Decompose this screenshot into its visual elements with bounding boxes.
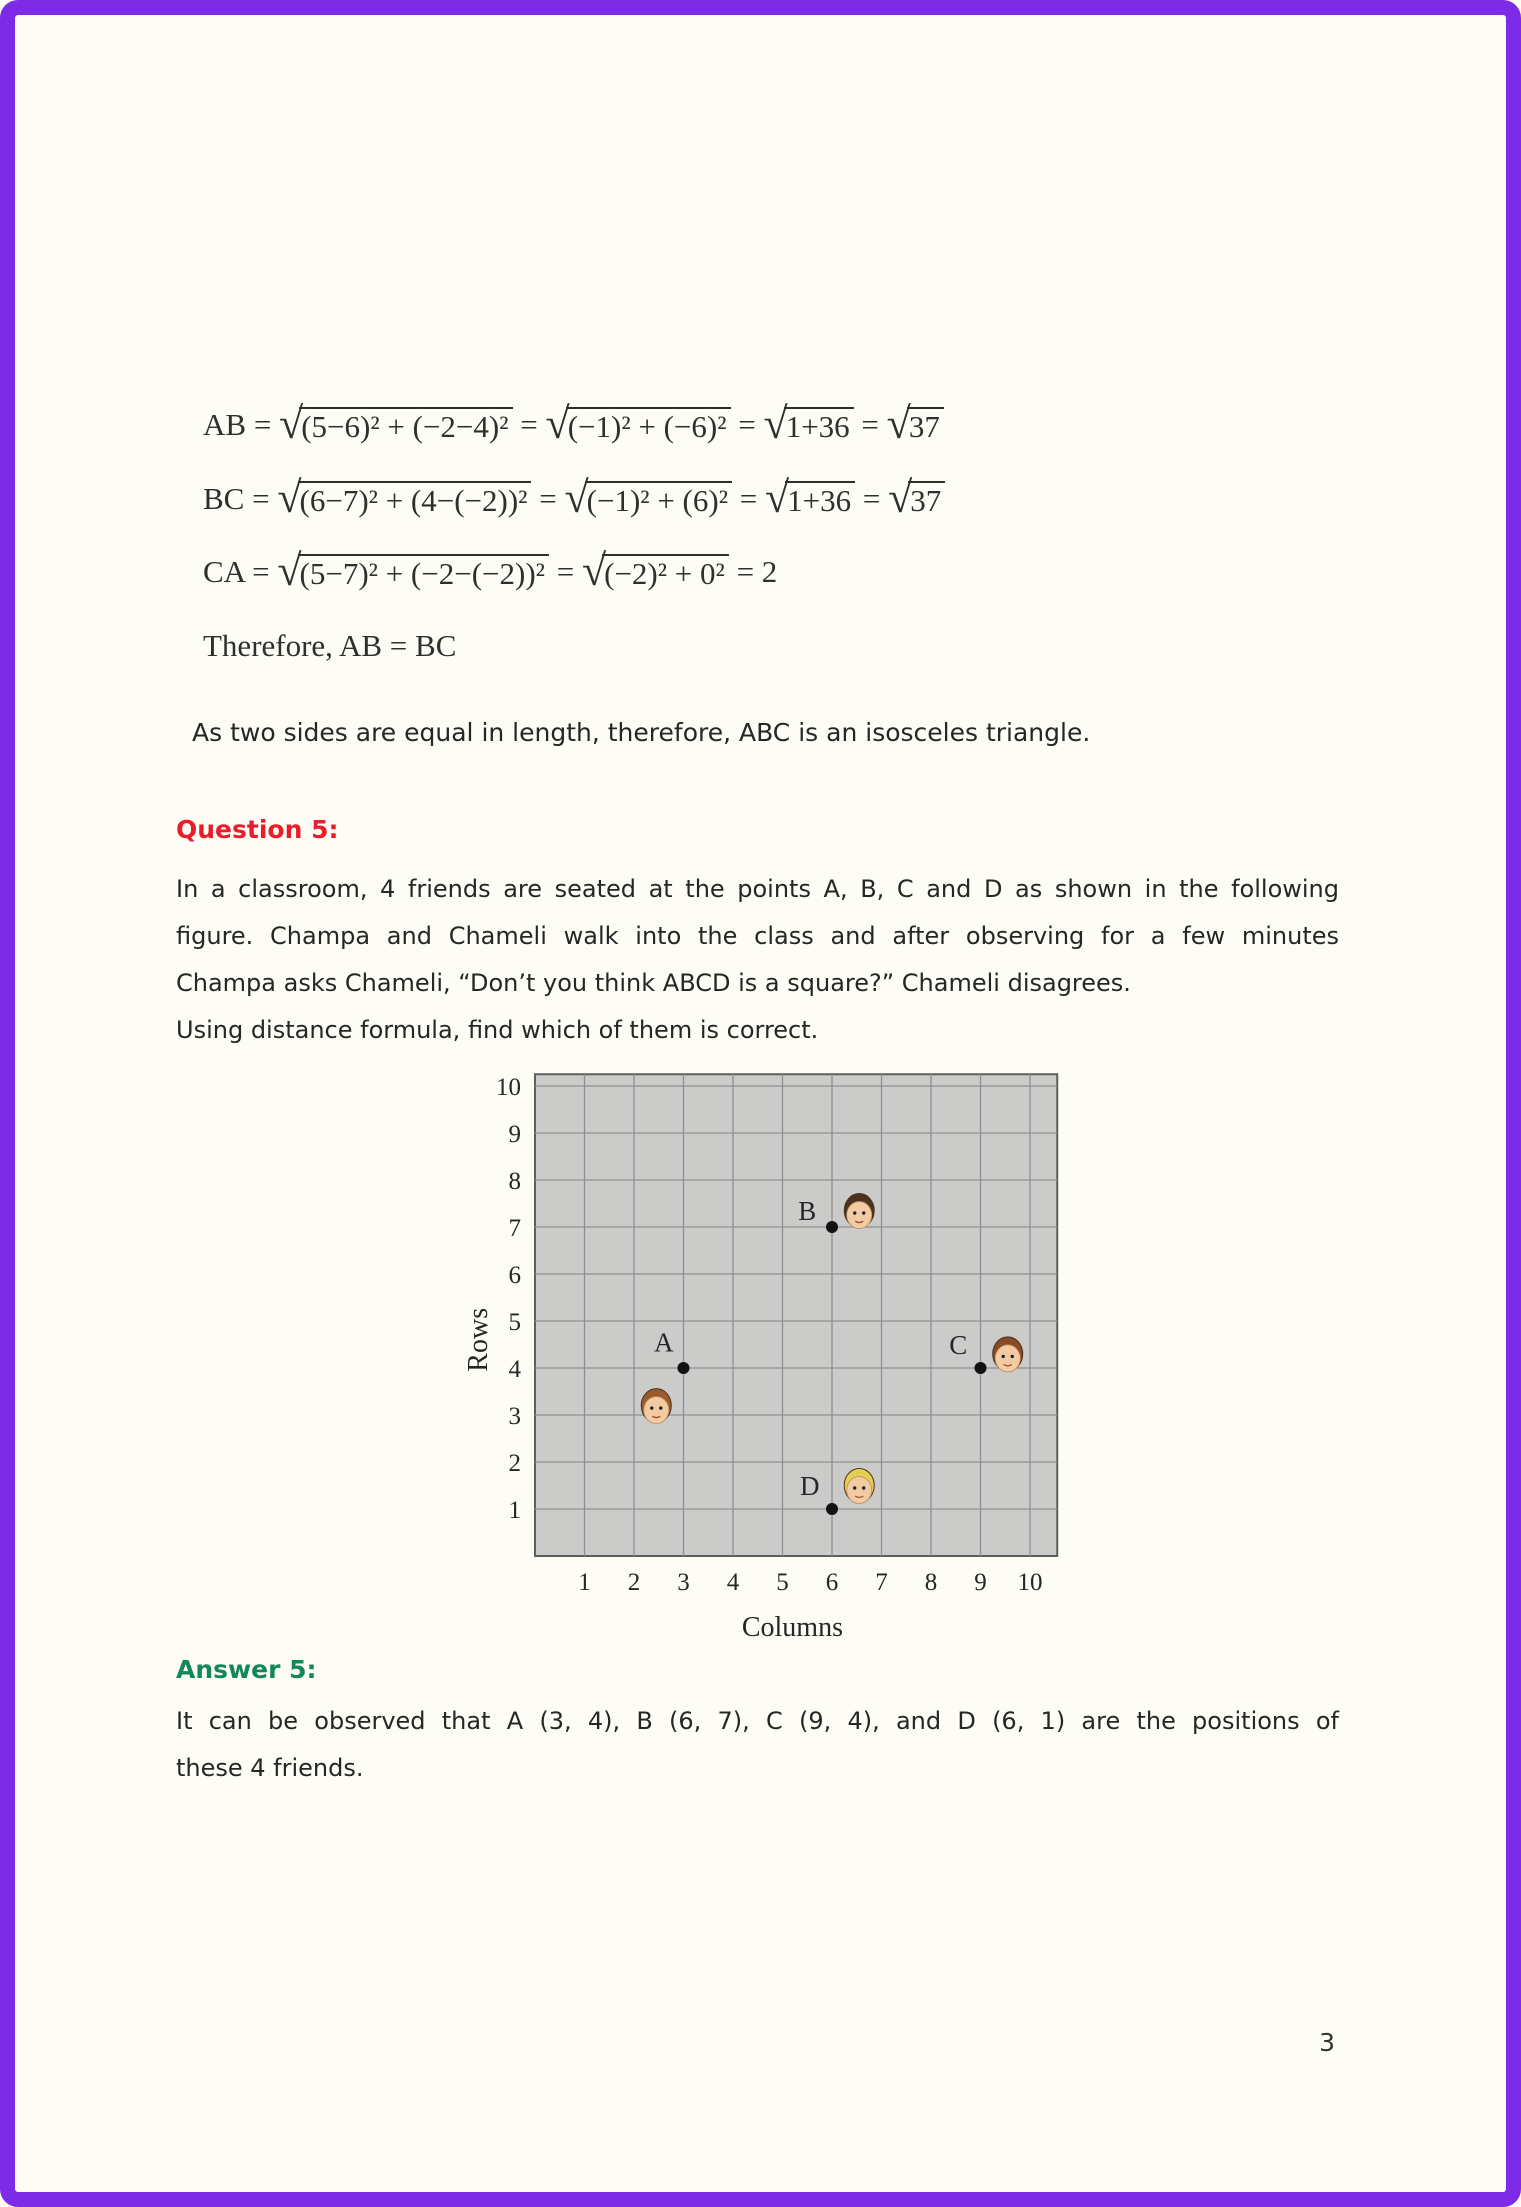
- equations-block: [203, 399, 945, 696]
- x-tick: 3: [677, 1569, 690, 1596]
- point-label: A: [653, 1327, 674, 1358]
- y-tick: 2: [508, 1450, 521, 1477]
- student-face: [844, 1469, 874, 1504]
- x-tick: 1: [578, 1569, 591, 1596]
- student-face: [844, 1194, 874, 1229]
- equation-bc: BC = √(6−7)² + (4−(−2))² = √(−1)² + (6)² = √1+36 = √37: [203, 476, 945, 523]
- answer5-line2: these 4 friends.: [176, 1754, 364, 1782]
- answer5-body: [176, 1698, 1339, 1792]
- x-tick: 7: [875, 1569, 888, 1596]
- page-number: 3: [1319, 2028, 1335, 2057]
- question5-line3: Champa asks Chameli, “Don’t you think ABCD is a square?” Chameli disagrees.: [176, 969, 1131, 997]
- point-dot: [826, 1503, 838, 1515]
- y-tick: 7: [508, 1215, 521, 1242]
- question5-line1: In a classroom, 4 friends are seated at the points A, B, C and D as shown in the following: [176, 875, 1339, 903]
- question5-line2: figure. Champa and Chameli walk into the class and after observing for a few minutes: [176, 922, 1339, 950]
- point-dot: [975, 1362, 987, 1374]
- y-tick: 9: [508, 1121, 521, 1148]
- classroom-grid-svg: [445, 1036, 1105, 1648]
- point-label: C: [949, 1329, 968, 1360]
- y-tick: 3: [508, 1403, 521, 1430]
- x-tick: 2: [627, 1569, 641, 1596]
- question5-line4: Using distance formula, find which of them is correct.: [176, 1016, 819, 1044]
- point-label: D: [799, 1470, 820, 1501]
- equation-ab: AB = √(5−6)² + (−2−4)² = √(−1)² + (−6)² = √1+36 = √37: [203, 402, 945, 449]
- x-tick: 6: [825, 1569, 839, 1596]
- x-tick: 10: [1017, 1569, 1043, 1596]
- y-tick: 8: [508, 1168, 521, 1195]
- isosceles-conclusion-text: As two sides are equal in length, therefore, ABC is an isosceles triangle.: [192, 718, 1091, 747]
- y-tick: 6: [508, 1262, 521, 1289]
- y-tick: 10: [496, 1074, 521, 1101]
- x-tick: 4: [726, 1569, 740, 1596]
- x-tick: 5: [776, 1569, 789, 1596]
- student-face: [993, 1337, 1023, 1372]
- x-tick: 8: [924, 1569, 938, 1596]
- y-tick: 1: [508, 1497, 521, 1524]
- point-dot: [826, 1221, 838, 1233]
- question5-body: [176, 866, 1339, 1054]
- grid-background: [535, 1074, 1057, 1556]
- y-tick: 4: [508, 1356, 521, 1383]
- columns-axis-label: Columns: [741, 1612, 843, 1643]
- equation-therefore: Therefore, AB = BC: [203, 627, 457, 663]
- answer5-heading: Answer 5:: [176, 1655, 317, 1684]
- y-tick: 5: [508, 1309, 521, 1336]
- classroom-figure: [445, 1036, 1105, 1648]
- point-dot: [678, 1362, 690, 1374]
- x-tick: 9: [974, 1569, 987, 1596]
- student-face: [641, 1389, 671, 1424]
- equation-ca: CA = √(5−7)² + (−2−(−2))² = √(−2)² + 0² = 2: [203, 546, 778, 595]
- point-label: B: [798, 1195, 817, 1226]
- rows-axis-label: Rows: [463, 1307, 494, 1372]
- answer5-line1: It can be observed that A (3, 4), B (6, 7), C (9, 4), and D (6, 1) are the positions of: [176, 1707, 1339, 1735]
- question5-heading: Question 5:: [176, 815, 339, 844]
